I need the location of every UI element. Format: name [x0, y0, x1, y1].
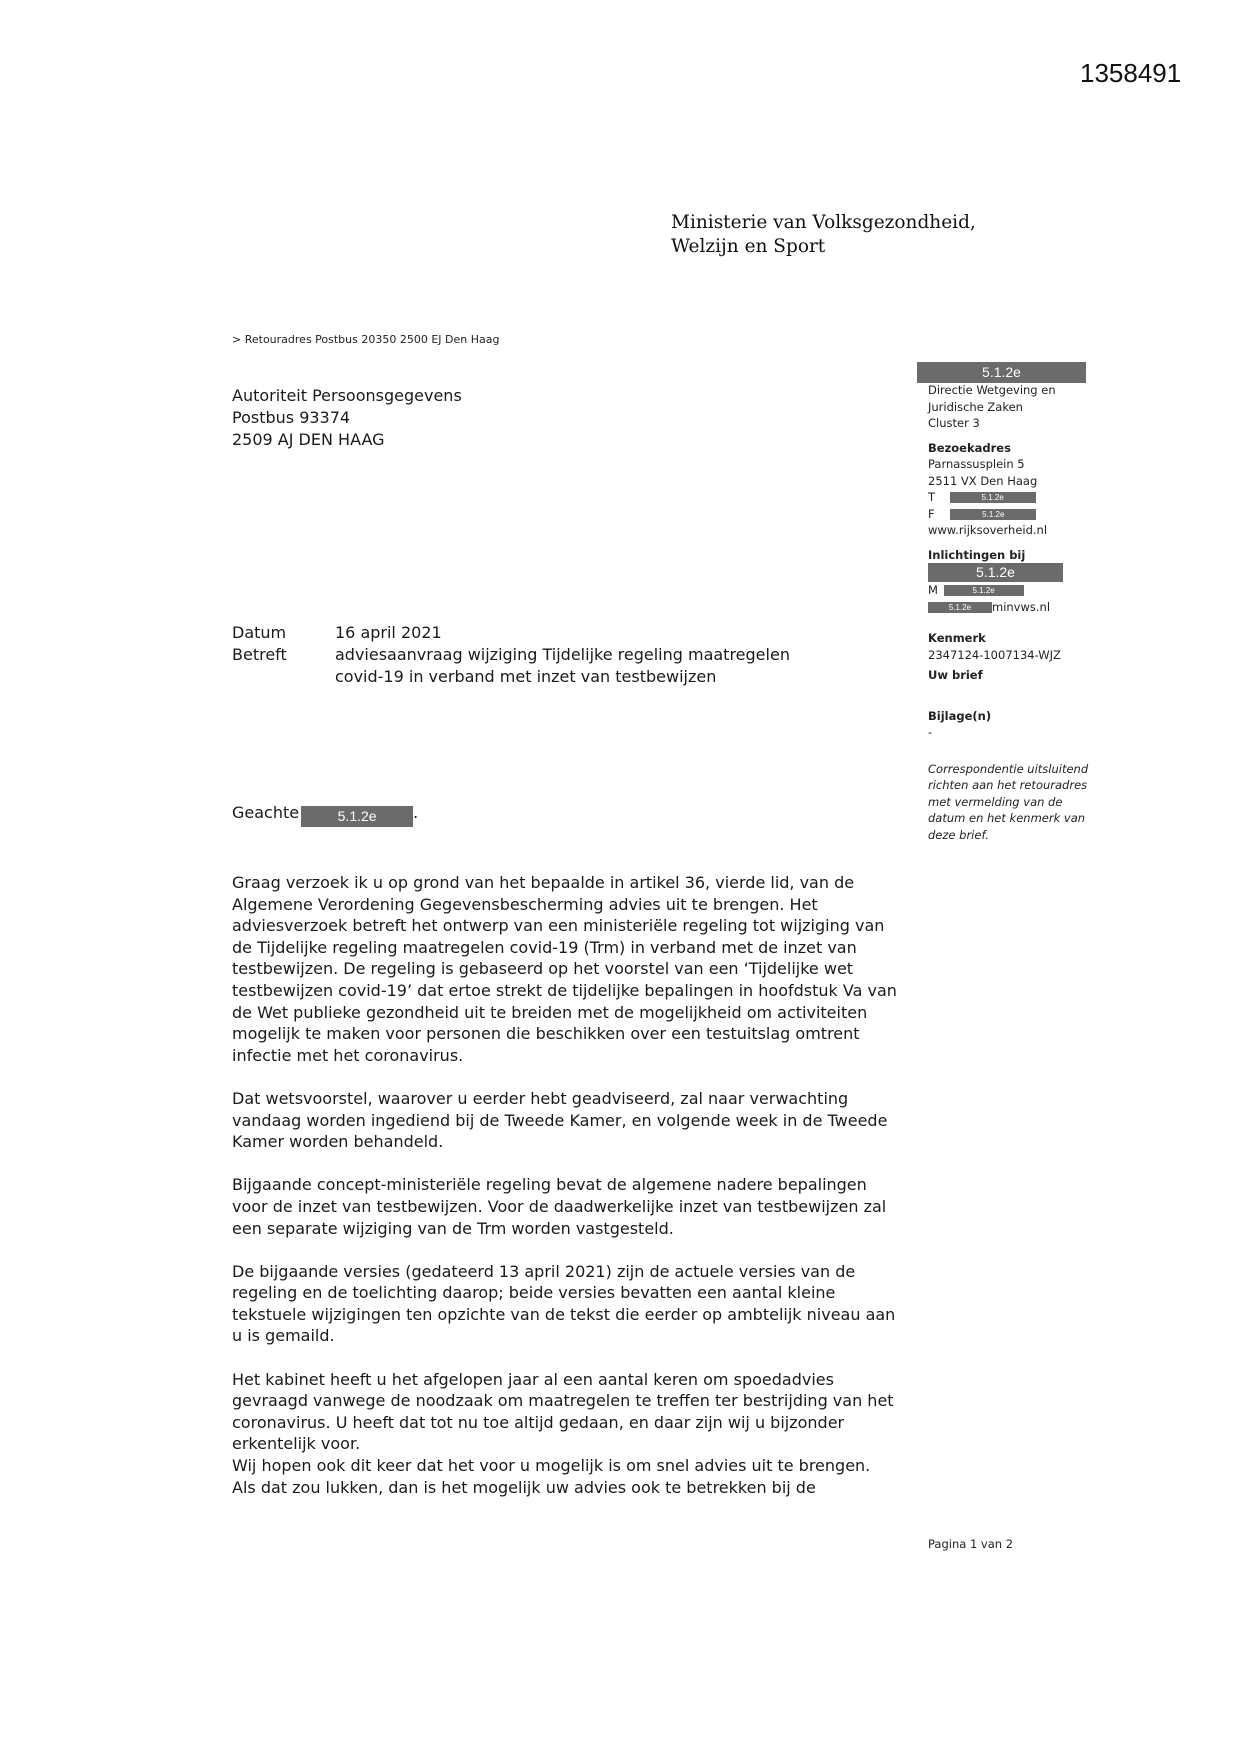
sidebar-reference-value: 2347124-1007134-WJZ	[928, 647, 1061, 662]
sidebar-dept-line2: Juridische Zaken	[928, 399, 1023, 414]
ministry-name-line2: Welzijn en Sport	[671, 236, 826, 257]
redaction-email: 5.1.2e	[928, 602, 992, 613]
recipient-line3: 2509 AJ DEN HAAG	[232, 430, 385, 449]
body-paragraph-5	[232, 1369, 932, 1455]
subject-line2: covid-19 in verband met inzet van testbewijzen	[335, 667, 717, 686]
greeting-text: Geachte	[232, 803, 300, 822]
body-paragraph-2	[232, 1088, 932, 1153]
body-line: Het kabinet heeft u het afgelopen jaar al een aantal keren om spoedadvies	[232, 1369, 834, 1389]
body-line: testbewijzen covid-19’ dat ertoe strekt de tijdelijke bepalingen in hoofdstuk Va van	[232, 980, 897, 1000]
sidebar-mobile-row	[928, 582, 1158, 599]
body-line: regeling en de toelichting daarop; beide versies bevatten een aantal kleine	[232, 1283, 836, 1303]
sidebar-visit-line1: Parnassusplein 5	[928, 457, 1025, 471]
body-line: Bijgaande concept-ministeriële regeling bevat de algemene nadere bepalingen	[232, 1175, 867, 1195]
sidebar-your-letter-label: Uw brief	[928, 668, 983, 682]
body-paragraph-6	[232, 1455, 932, 1498]
body-line: u is gemaild.	[232, 1326, 335, 1346]
body-line: tekstuele wijzigingen ten opzichte van de tekst die eerder op ambtelijk niveau aan	[232, 1304, 896, 1324]
date-value: 16 april 2021	[335, 623, 442, 642]
sidebar-reference-label: Kenmerk	[928, 631, 986, 645]
body-line: Als dat zou lukken, dan is het mogelijk uw advies ook te betrekken bij de	[232, 1477, 816, 1497]
ministry-name-line1: Ministerie van Volksgezondheid,	[671, 212, 976, 233]
body-line: testbewijzen. De regeling is gebaseerd op het voorstel van een ‘Tijdelijke wet	[232, 959, 854, 979]
sidebar-attachments-value: -	[928, 725, 933, 739]
page-number: Pagina 1 van 2	[928, 1537, 1014, 1551]
letter-body	[232, 872, 932, 1498]
date-label: Datum	[232, 623, 287, 642]
body-paragraph-4	[232, 1261, 932, 1347]
sidebar-email-suffix: minvws.nl	[992, 599, 1051, 614]
recipient-line1: Autoriteit Persoonsgegevens	[232, 386, 462, 405]
sidebar-phone-prefix: T	[928, 490, 936, 504]
sidebar-email-row	[928, 599, 1158, 616]
body-line: Wij hopen ook dit keer dat het voor u mogelijk is om snel advies uit te brengen.	[232, 1456, 871, 1476]
body-line: De bijgaande versies (gedateerd 13 april 2021) zijn de actuele versies van de	[232, 1261, 856, 1281]
sidebar-note-line3: met vermelding van de	[928, 794, 1063, 809]
sidebar-note-line4: datum en het kenmerk van	[928, 811, 1086, 825]
body-paragraph-1	[232, 872, 932, 1066]
body-line: Algemene Verordening Gegevensbescherming advies uit te brengen. Het	[232, 894, 818, 914]
greeting	[232, 803, 418, 827]
subject-label: Betreft	[232, 645, 287, 664]
body-line: erkentelijk voor.	[232, 1434, 361, 1454]
sidebar-dept-line3: Cluster 3	[928, 416, 980, 430]
sidebar-attachments-label: Bijlage(n)	[928, 708, 992, 723]
sidebar-note-line2: richten aan het retouradres	[928, 778, 1088, 792]
ministry-logo-text	[671, 211, 976, 259]
body-paragraph-3	[232, 1174, 932, 1239]
recipient-line2: Postbus 93374	[232, 408, 351, 427]
recipient-address	[232, 385, 462, 451]
sidebar-visit-label: Bezoekadres	[928, 440, 1011, 455]
redaction-phone: 5.1.2e	[950, 492, 1036, 503]
sidebar-phone-row	[928, 489, 1158, 506]
body-line: mogelijk te maken voor personen die beschikken over een testuitslag omtrent	[232, 1024, 860, 1044]
redaction-fax: 5.1.2e	[950, 509, 1036, 520]
body-line: coronavirus. U heeft dat tot nu toe altijd gedaan, en daar zijn wij u bijzonder	[232, 1412, 845, 1432]
return-address: > Retouradres Postbus 20350 2500 EJ Den Haag	[232, 333, 500, 346]
body-line: infectie met het coronavirus.	[232, 1045, 464, 1065]
body-line: de Wet publieke gezondheid uit te breiden met de mogelijkheid om activiteiten	[232, 1002, 868, 1022]
sidebar	[928, 382, 1158, 843]
redaction-salutation: 5.1.2e	[301, 806, 413, 827]
sidebar-dept-line1: Directie Wetgeving en	[928, 383, 1056, 397]
sidebar-website: www.rijksoverheid.nl	[928, 523, 1048, 537]
body-line: voor de inzet van testbewijzen. Voor de daadwerkelijke inzet van testbewijzen zal	[232, 1196, 887, 1216]
body-line: de Tijdelijke regeling maatregelen covid-19 (Trm) in verband met de inzet van	[232, 937, 857, 957]
sidebar-mobile-prefix: M	[928, 583, 938, 597]
subject-line1: adviesaanvraag wijziging Tijdelijke regeling maatregelen	[335, 645, 790, 664]
greeting-punct: .	[413, 803, 419, 822]
body-line: Kamer worden behandeld.	[232, 1132, 444, 1152]
redaction-contact-name: 5.1.2e	[928, 563, 1063, 582]
sidebar-fax-prefix: F	[928, 506, 935, 521]
redaction-sender-name: 5.1.2e	[917, 362, 1086, 383]
body-line: vandaag worden ingediend bij de Tweede Kamer, en volgende week in de Tweede	[232, 1110, 888, 1130]
body-line: adviesverzoek betreft het ontwerp van een ministeriële regeling tot wijziging van	[232, 916, 885, 936]
sidebar-visit-line2: 2511 VX Den Haag	[928, 473, 1038, 488]
sidebar-note-line5: deze brief.	[928, 827, 989, 842]
body-line: Graag verzoek ik u op grond van het bepaalde in artikel 36, vierde lid, van de	[232, 873, 855, 892]
body-line: Dat wetsvoorstel, waarover u eerder hebt geadviseerd, zal naar verwachting	[232, 1088, 849, 1108]
body-line: een separate wijziging van de Trm worden vastgesteld.	[232, 1218, 674, 1238]
redaction-mobile: 5.1.2e	[944, 585, 1024, 596]
document-number: 1358491	[1080, 58, 1182, 88]
sidebar-fax-row	[928, 506, 1158, 523]
sidebar-note-line1: Correspondentie uitsluitend	[928, 761, 1089, 776]
sidebar-info-label: Inlichtingen bij	[928, 547, 1026, 562]
body-line: gevraagd vanwege de noodzaak om maatregelen te treffen ter bestrijding van het	[232, 1391, 894, 1411]
